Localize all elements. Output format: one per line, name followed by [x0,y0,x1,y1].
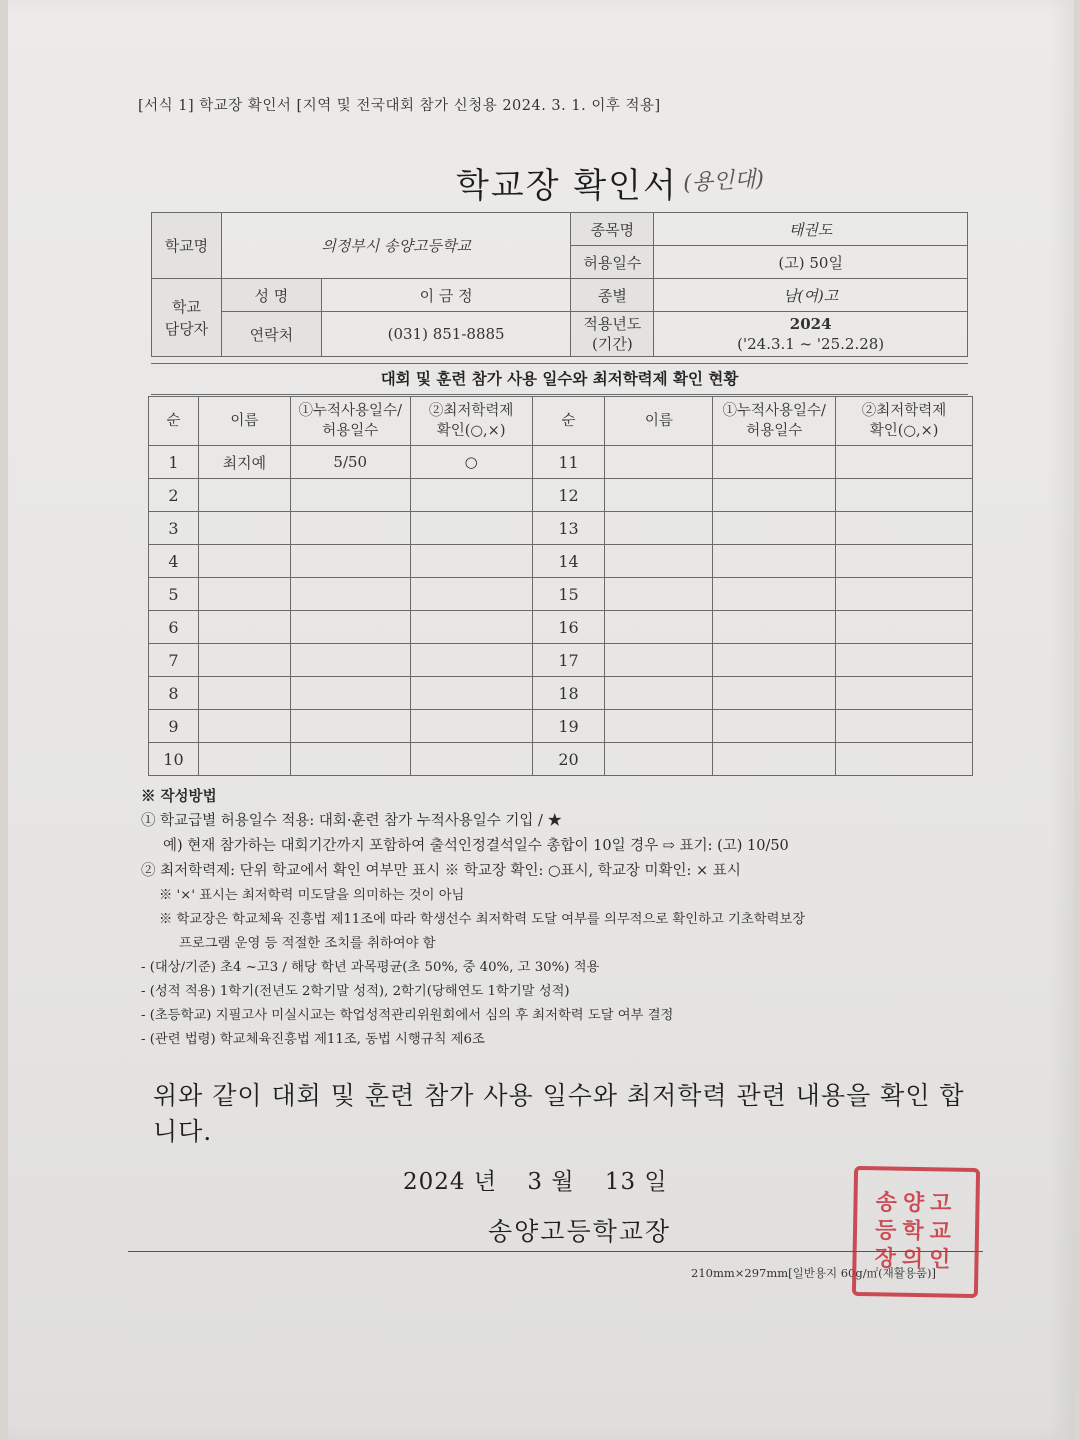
row-days-right [713,710,836,743]
year-label [571,312,654,357]
row-no: 7 [149,644,199,677]
header-acad-line1: ②최저학력제 [428,403,514,419]
row-acad [410,644,532,677]
row-name [198,611,290,644]
header-acad-right-line1: ②최저학력제 [861,403,947,419]
row-name-right [605,710,713,743]
row-name [198,512,290,545]
row-name-right [605,644,713,677]
note-1-example: 예) 현재 참가하는 대회기간까지 포함하여 출석인정결석일수 총합이 10일 경우 ⇨ 표기: (고) 10/50 [163,838,789,854]
table-row [149,611,973,644]
row-acad: ○ [410,446,532,479]
row-days-right [713,479,836,512]
gender-label: 종별 [571,279,654,312]
confirmation-text: 위와 같이 대회 및 훈련 참가 사용 일수와 최저학력 관련 내용을 확인 합니다. [153,1081,965,1146]
row-days: 5/50 [290,446,410,479]
row-acad-right [836,644,973,677]
seal-line-3: 장의인 [874,1246,957,1273]
row-acad [410,677,532,710]
row-days [290,578,410,611]
note-1: ① 학교급별 허용일수 적용: 대회·훈련 참가 누적사용일수 기입 / ★ [141,813,563,829]
row-no-right: 20 [532,743,605,776]
row-name [198,545,290,578]
row-name-right [605,611,713,644]
row-acad [410,512,532,545]
row-days-right [713,677,836,710]
document-title: 학교장 확인서 [456,166,678,206]
contact-label-line2: 담당자 [164,319,209,338]
row-acad [410,743,532,776]
row-days-right [713,512,836,545]
row-no-right: 13 [532,512,605,545]
row-days-right [713,611,836,644]
seal-line-2: 등학교 [874,1218,958,1245]
table-row [149,710,973,743]
row-name-right [605,578,713,611]
detail-2: - (성적 적용) 1학기(전년도 2학기말 성적), 2학기(당해연도 1학기말 성적) [141,984,570,999]
phone-value: (031) 851-8885 [321,312,571,357]
row-days-right [713,644,836,677]
row-acad-right [836,446,973,479]
row-acad [410,710,532,743]
row-acad-right [836,512,973,545]
header-acad-right-line2: 확인(○,×) [869,423,939,439]
info-table [151,212,968,357]
principal-title: 송양고등학교장 [488,1217,672,1246]
paper-size-note: 210mm×297mm[일반용지 60g/㎡(재활용품)] [691,1266,936,1280]
row-no: 2 [149,479,199,512]
row-acad-right [836,677,973,710]
row-acad [410,611,532,644]
header-acad-line2: 확인(○,×) [436,423,506,439]
row-name-right [605,446,713,479]
school-value: 의정부시 송양고등학교 [221,213,571,279]
row-no-right: 11 [532,446,605,479]
allowed-days-value: (고) 50일 [654,246,968,279]
header-days-line1: ①누적사용일수/ [298,403,402,419]
row-no: 8 [149,677,199,710]
name-value: 이 금 정 [321,279,571,312]
row-days [290,710,410,743]
header-days [290,397,410,446]
row-days-right [713,446,836,479]
row-days [290,644,410,677]
row-acad-right [836,545,973,578]
row-no: 4 [149,545,199,578]
detail-4: - (관련 법령) 학교체육진흥법 제11조, 동법 시행규칙 제6조 [141,1032,485,1047]
row-acad-right [836,611,973,644]
row-no-right: 12 [532,479,605,512]
table-row [149,479,973,512]
row-acad [410,578,532,611]
row-name [198,578,290,611]
row-name [198,644,290,677]
row-days-right [713,578,836,611]
year-cell [654,312,968,357]
contact-label [152,279,222,357]
gender-value: 남(여)고 [654,279,968,312]
row-name-right [605,545,713,578]
row-no-right: 15 [532,578,605,611]
event-label: 종목명 [571,213,654,246]
year-value: 2024 [789,315,832,333]
row-acad-right [836,710,973,743]
row-acad-right [836,479,973,512]
row-name-right [605,743,713,776]
row-days [290,611,410,644]
detail-1: - (대상/기준) 초4 ~고3 / 해당 학년 과목평균(초 50%, 중 40%, 고 30%) 적용 [141,960,600,975]
row-acad [410,479,532,512]
row-no: 1 [149,446,199,479]
header-name-right: 이름 [605,397,713,446]
row-name [198,479,290,512]
date-month: 3 월 [527,1169,575,1195]
row-days-right [713,743,836,776]
row-name: 최지예 [198,446,290,479]
row-acad [410,545,532,578]
row-days [290,545,410,578]
note-2-b-line1: ※ 학교장은 학교체육 진흥법 제11조에 따라 학생선수 최저학력 도달 여부를 의무적으로 확인하고 기초학력보장 [159,912,806,927]
row-no-right: 17 [532,644,605,677]
row-no-right: 18 [532,677,605,710]
table-row [149,743,973,776]
writing-instructions [141,784,981,1052]
period-value: ('24.3.1 ~ '25.2.28) [737,335,885,353]
table-row [149,512,973,545]
table-row [149,446,973,479]
table-row [149,578,973,611]
row-name-right [605,479,713,512]
row-name [198,677,290,710]
official-seal-stamp [852,1166,980,1298]
row-days [290,479,410,512]
school-label: 학교명 [152,213,222,279]
table-row [149,545,973,578]
header-acad-right [836,397,973,446]
header-days-line2: 허용일수 [322,423,379,439]
handwritten-note: (용인대) [682,166,765,197]
row-no: 6 [149,611,199,644]
status-header-row [149,397,973,446]
header-days-right-line1: ①누적사용일수/ [722,403,826,419]
contact-label-line1: 학교 [171,297,201,316]
status-table [148,396,973,776]
row-acad-right [836,743,973,776]
status-table-title: 대회 및 훈련 참가 사용 일수와 최저학력제 확인 현황 [151,363,968,395]
seal-line-1: 송양고 [875,1190,958,1217]
row-name [198,710,290,743]
detail-3: - (초등학교) 지필고사 미실시교는 학업성적관리위원회에서 심의 후 최저학력 도달 여부 결정 [141,1008,674,1023]
event-value: 태권도 [654,213,968,246]
row-no: 10 [149,743,199,776]
header-acad [410,397,532,446]
row-no: 5 [149,578,199,611]
row-name [198,743,290,776]
phone-label: 연락처 [221,312,321,357]
header-name: 이름 [198,397,290,446]
row-no-right: 19 [532,710,605,743]
row-days [290,512,410,545]
row-name-right [605,512,713,545]
row-no-right: 14 [532,545,605,578]
notes-heading: ※ 작성방법 [141,788,217,805]
row-days [290,743,410,776]
row-name-right [605,677,713,710]
allowed-days-label: 허용일수 [571,246,654,279]
year-label-line2: (기간) [592,335,633,353]
table-row [149,644,973,677]
row-acad-right [836,578,973,611]
header-days-right-line2: 허용일수 [746,423,803,439]
row-days-right [713,545,836,578]
date-day: 13 일 [604,1169,668,1195]
note-2-a: ※ '×' 표시는 최저학력 미도달을 의미하는 것이 아님 [159,888,465,903]
name-label: 성 명 [221,279,321,312]
note-2-b-line2: 프로그램 운영 등 적절한 조치를 취하여야 함 [179,936,436,951]
row-no: 3 [149,512,199,545]
table-row [149,677,973,710]
form-code: [서식 1] 학교장 확인서 [지역 및 전국대회 참가 신청용 2024. 3. 1. 이후 적용] [138,98,661,114]
header-no-right: 순 [532,397,605,446]
row-no: 9 [149,710,199,743]
header-no: 순 [149,397,199,446]
signing-date [403,1163,690,1196]
row-days [290,677,410,710]
note-2: ② 최저학력제: 단위 학교에서 확인 여부만 표시 ※ 학교장 확인: ○표시, 학교장 미확인: × 표시 [141,863,741,879]
year-label-line1: 적용년도 [583,315,642,333]
header-days-right [713,397,836,446]
document-page [8,0,1074,1440]
row-no-right: 16 [532,611,605,644]
date-year: 2024 년 [403,1169,498,1195]
